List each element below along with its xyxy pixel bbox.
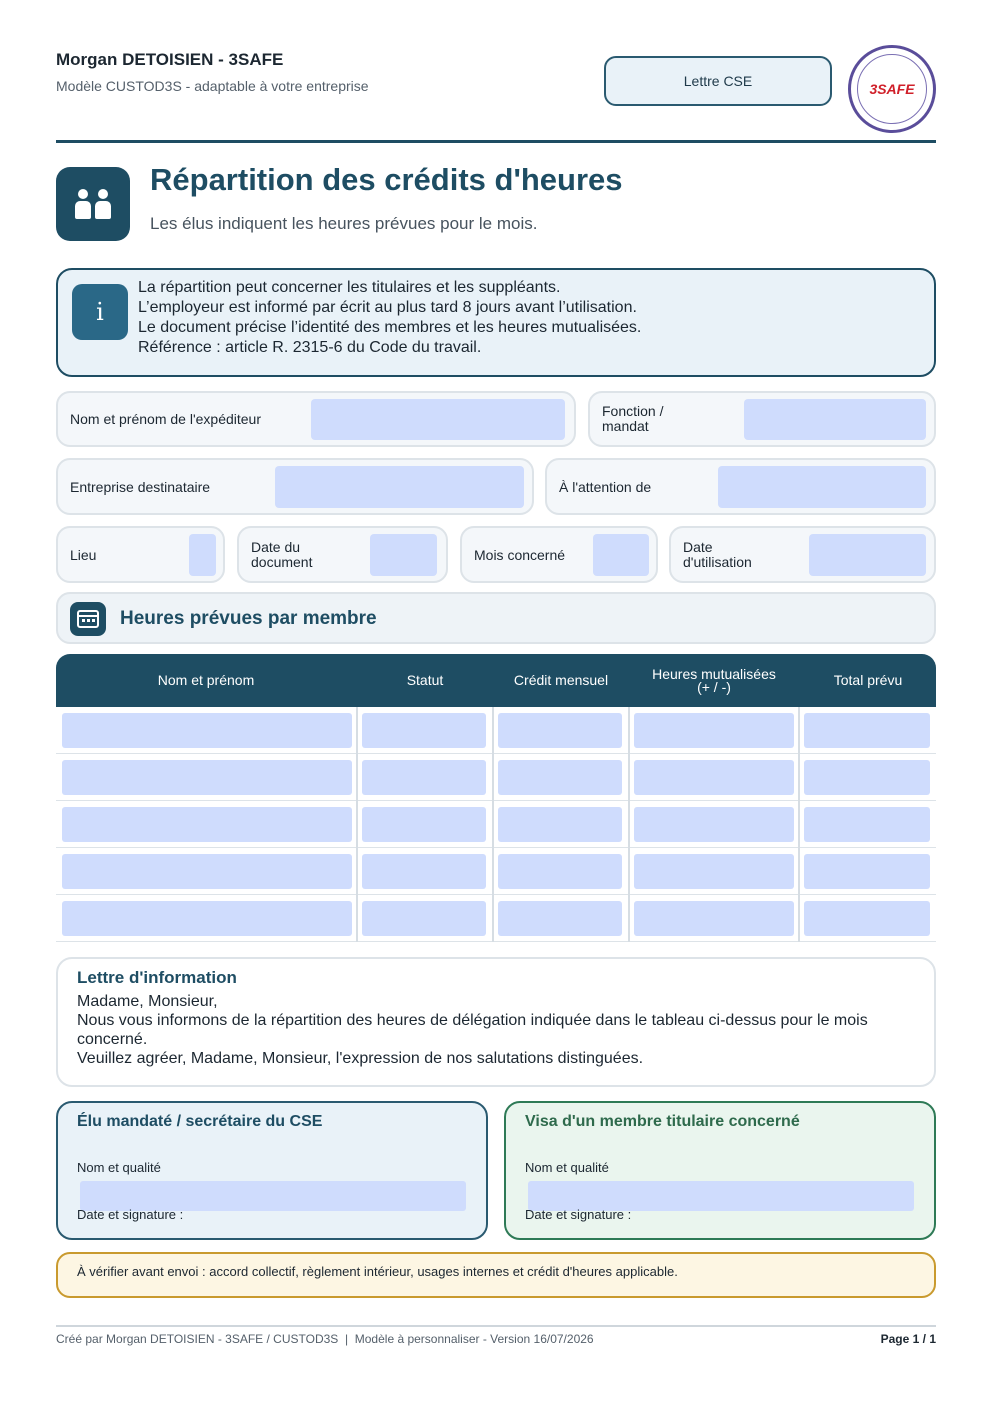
- column-divider: [356, 707, 358, 942]
- month-field: [460, 526, 658, 583]
- status-input[interactable]: [362, 760, 486, 795]
- member-visa-box: [504, 1101, 936, 1240]
- attention-input[interactable]: [718, 466, 926, 508]
- info-line: Le document précise l’identité des membres et les heures mutualisées.: [138, 319, 642, 336]
- document-date-input[interactable]: [370, 534, 437, 576]
- use-date-field: [669, 526, 936, 583]
- section-title: Heures prévues par membre: [120, 608, 377, 629]
- sender-name-label: Nom et prénom de l'expéditeur: [70, 411, 261, 427]
- table-row: [56, 754, 936, 801]
- total-input[interactable]: [804, 807, 930, 842]
- member-name-input[interactable]: [62, 713, 352, 748]
- pooled-hours-input[interactable]: [634, 901, 794, 936]
- column-divider: [492, 707, 494, 942]
- letter-paragraph: Nous vous informons de la répartition des heures de délégation indiquée dans le tableau ci-dessus pour le mois concerné.: [77, 1012, 868, 1048]
- pooled-hours-input[interactable]: [634, 713, 794, 748]
- place-field: [56, 526, 225, 583]
- page-number: Page 1 / 1: [880, 1332, 936, 1346]
- info-box: [56, 268, 936, 377]
- header-divider: [56, 140, 936, 143]
- letter-title: Lettre d'information: [77, 968, 237, 987]
- member-name-input[interactable]: [62, 854, 352, 889]
- role-field: [588, 391, 936, 447]
- hours-table: [56, 654, 936, 944]
- stamp-text: 3SAFE: [869, 81, 915, 97]
- model-subtitle: Modèle CUSTOD3S - adaptable à votre entreprise: [56, 78, 369, 94]
- letter-body: [77, 992, 917, 1068]
- table-row: [56, 848, 936, 895]
- secretary-signature-title: Élu mandaté / secrétaire du CSE: [77, 1113, 323, 1130]
- info-line: L’employeur est informé par écrit au plus tard 8 jours avant l’utilisation.: [138, 299, 637, 316]
- name-quality-label: Nom et qualité: [525, 1160, 609, 1175]
- status-input[interactable]: [362, 713, 486, 748]
- role-label: Fonction / mandat: [602, 403, 664, 434]
- secretary-signature-box: [56, 1101, 488, 1240]
- total-input[interactable]: [804, 760, 930, 795]
- document-date-field: [237, 526, 448, 583]
- page-title: Répartition des crédits d'heures: [150, 162, 623, 197]
- role-input[interactable]: [744, 399, 926, 440]
- company-input[interactable]: [275, 466, 524, 508]
- monthly-credit-input[interactable]: [498, 854, 622, 889]
- letter-closing: Veuillez agréer, Madame, Monsieur, l'expression de nos salutations distinguées.: [77, 1050, 644, 1067]
- status-input[interactable]: [362, 807, 486, 842]
- total-input[interactable]: [804, 854, 930, 889]
- footer-divider: [56, 1325, 936, 1327]
- total-input[interactable]: [804, 713, 930, 748]
- info-line: La répartition peut concerner les titulaires et les suppléants.: [138, 279, 561, 296]
- document-type-badge: Lettre CSE: [604, 56, 832, 106]
- table-header: [56, 654, 936, 707]
- name-quality-label: Nom et qualité: [77, 1160, 161, 1175]
- page-subtitle: Les élus indiquent les heures prévues pour le mois.: [150, 214, 538, 233]
- information-letter: [56, 957, 936, 1087]
- footer-credits: Créé par Morgan DETOISIEN - 3SAFE / CUSTOD3S | Modèle à personnaliser - Version 16/07/2026: [56, 1332, 594, 1346]
- member-name-input[interactable]: [62, 901, 352, 936]
- column-header-name: Nom et prénom: [157, 672, 255, 688]
- author-name: Morgan DETOISIEN - 3SAFE: [56, 50, 284, 69]
- use-date-input[interactable]: [809, 534, 926, 576]
- monthly-credit-input[interactable]: [498, 807, 622, 842]
- info-line: Référence : article R. 2315-6 du Code du travail.: [138, 339, 482, 356]
- table-row: [56, 895, 936, 942]
- company-field: [56, 458, 534, 515]
- letter-greeting: Madame, Monsieur,: [77, 993, 218, 1010]
- member-name-input[interactable]: [62, 760, 352, 795]
- member-name-input[interactable]: [62, 807, 352, 842]
- people-icon: [56, 167, 130, 241]
- date-signature-label: Date et signature :: [77, 1207, 184, 1222]
- info-icon: i: [72, 284, 128, 340]
- month-input[interactable]: [593, 534, 649, 576]
- company-stamp-logo: [848, 45, 936, 133]
- monthly-credit-input[interactable]: [498, 760, 622, 795]
- document-page: [56, 0, 936, 1403]
- sender-name-field: [56, 391, 576, 447]
- info-text: [138, 278, 641, 358]
- total-input[interactable]: [804, 901, 930, 936]
- verification-warning: [56, 1252, 936, 1298]
- warning-text: À vérifier avant envoi : accord collectif, règlement intérieur, usages internes et crédit d'heures applicable.: [77, 1264, 678, 1279]
- attention-field: [545, 458, 936, 515]
- column-divider: [628, 707, 630, 942]
- status-input[interactable]: [362, 901, 486, 936]
- member-visa-title: Visa d'un membre titulaire concerné: [525, 1113, 800, 1130]
- status-input[interactable]: [362, 854, 486, 889]
- column-header-pooled-hours: Heures mutualisées (+ / -): [652, 665, 776, 695]
- month-label: Mois concerné: [474, 547, 566, 563]
- use-date-label: Date d'utilisation: [683, 539, 752, 570]
- place-label: Lieu: [70, 547, 97, 563]
- table-row: [56, 707, 936, 754]
- calendar-icon: [70, 602, 106, 636]
- table-row: [56, 801, 936, 848]
- pooled-hours-input[interactable]: [634, 854, 794, 889]
- document-date-label: Date du document: [251, 539, 313, 570]
- place-input[interactable]: [189, 534, 216, 576]
- column-header-status: Statut: [406, 672, 444, 688]
- hours-section-header: [56, 592, 936, 644]
- date-signature-label: Date et signature :: [525, 1207, 632, 1222]
- column-header-total: Total prévu: [833, 672, 903, 688]
- pooled-hours-input[interactable]: [634, 760, 794, 795]
- monthly-credit-input[interactable]: [498, 901, 622, 936]
- monthly-credit-input[interactable]: [498, 713, 622, 748]
- sender-name-input[interactable]: [311, 399, 565, 440]
- company-label: Entreprise destinataire: [70, 479, 211, 495]
- column-divider: [798, 707, 800, 942]
- attention-label: À l'attention de: [559, 479, 652, 495]
- column-header-monthly-credit: Crédit mensuel: [513, 672, 609, 688]
- pooled-hours-input[interactable]: [634, 807, 794, 842]
